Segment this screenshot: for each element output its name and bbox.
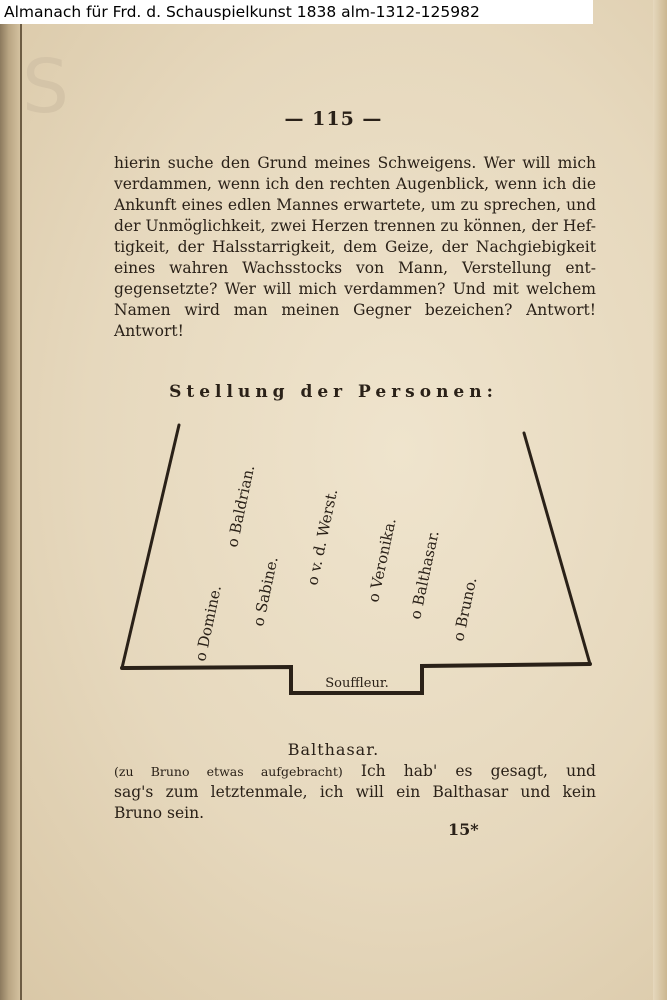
text-line: gegensetzte? Wer will mich verdammen? Und mit welchem [114, 280, 596, 298]
text-line: tigkeit, der Halsstarrigkeit, dem Geize, der Nachgiebigkeit [114, 238, 596, 256]
speech-line-1 [114, 761, 596, 782]
character-baldrian: o Baldrian. [223, 463, 259, 549]
speech-line-2: sag's zum letztenmale, ich will ein Balthasar und kein [114, 783, 596, 801]
speaker-name: Balthasar. [287, 740, 380, 759]
souffleur-label: Souffleur. [325, 676, 389, 691]
character-van-der-werst: o v. d. Werst. [303, 487, 342, 587]
character-veronika: o Veronika. [364, 516, 400, 604]
character-sabine: o Sabine. [249, 554, 282, 628]
document-title-bar: Almanach für Frd. d. Schauspielkunst 1838 alm-1312-125982 [0, 0, 593, 24]
text-line: der Unmöglichkeit, zwei Herzen trennen zu können, der Hef- [114, 217, 596, 235]
sheet-signature: 15* [448, 820, 479, 839]
stage-direction: (zu Bruno etwas aufgebracht) [114, 764, 343, 779]
speech-paragraph [114, 761, 596, 824]
speech-line-3: Bruno sein. [114, 804, 205, 822]
text-line: eines wahren Wachsstocks von Mann, Verstellung ent- [114, 259, 596, 277]
text-line: Antwort! [114, 322, 184, 340]
character-balthasar: o Balthasar. [406, 528, 443, 621]
text-line: Ankunft eines edlen Mannes erwartete, um zu sprechen, und [114, 196, 596, 214]
diagram-title: Stellung der Personen: [169, 382, 498, 402]
speech-text: Ich hab' es gesagt, und [360, 762, 596, 780]
stage-wing-left [122, 425, 179, 668]
text-line: hierin suche den Grund meines Schweigens. Wer will mich [114, 154, 596, 172]
text-line: Namen wird man meinen Gegner bezeichen? Antwort! [114, 301, 596, 319]
character-domine: o Domine. [191, 583, 225, 663]
text-line: verdammen, wenn ich den rechten Augenblick, wenn ich die [114, 175, 596, 193]
stage-wing-right [524, 433, 590, 664]
watermark-letter: S [22, 44, 69, 130]
character-bruno: o Bruno. [449, 575, 481, 643]
page-number: — 115 — [284, 108, 383, 130]
